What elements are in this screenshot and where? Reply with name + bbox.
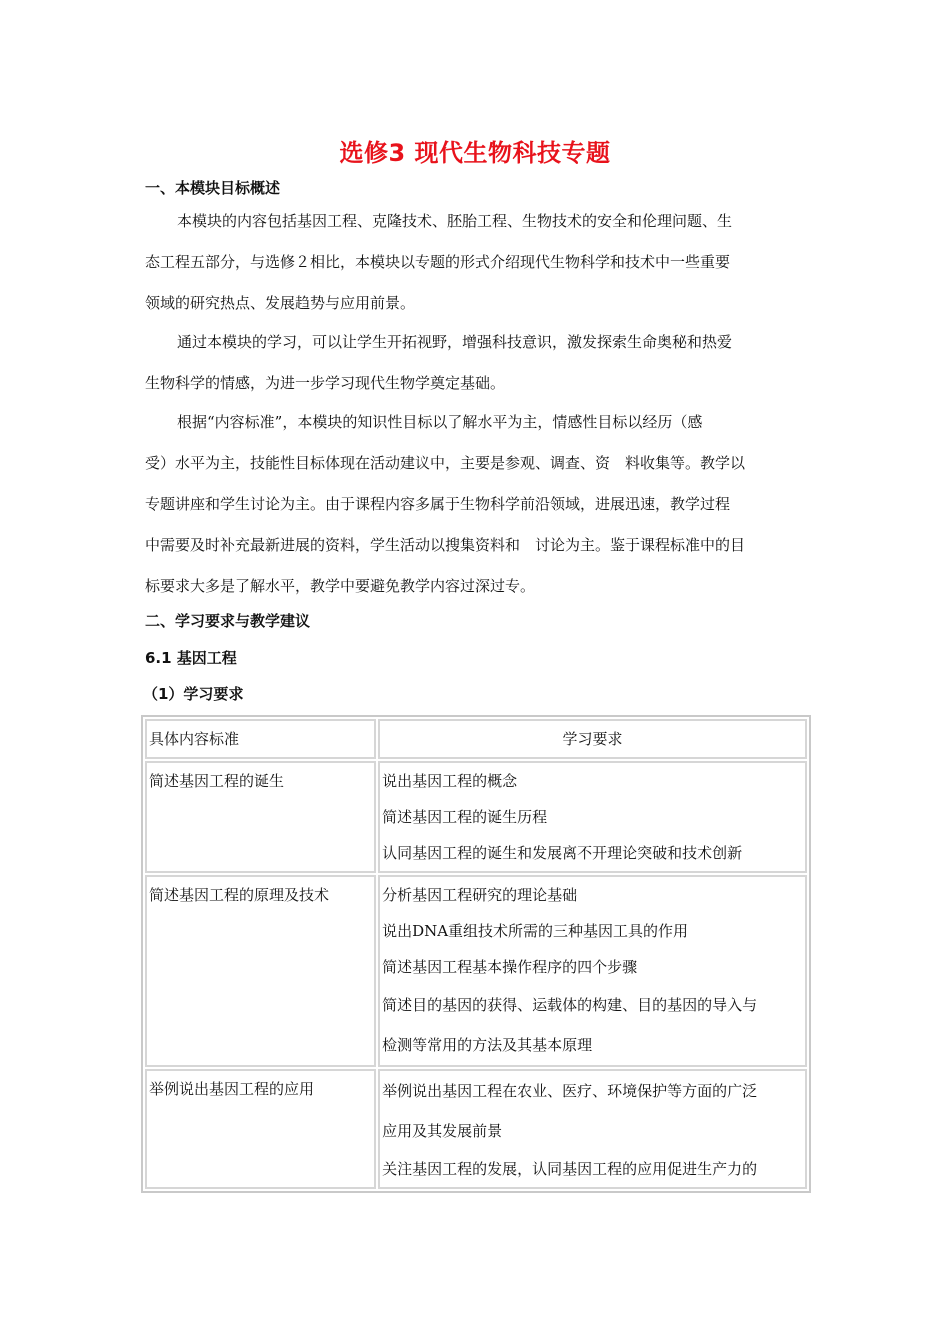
table-cell-standard [145,1069,376,1189]
cell-text: 简述基因工程的诞生 [149,772,285,790]
cell-text: 简述基因工程基本操作程序的四个步骤 [382,958,638,976]
section-heading-requirements: 二、学习要求与教学建议 [145,612,311,630]
table-cell-requirements [378,761,807,873]
table-header-standard [145,719,376,759]
cell-text: 检测等常用的方法及其基本原理 [382,1036,593,1054]
table-row [145,875,807,1067]
cell-text: 关注基因工程的发展，认同基因工程的应用促进生产力的 [382,1160,758,1178]
subsection-heading-gene-engineering: 6.1 基因工程 [145,649,237,667]
table-row [145,1069,807,1189]
cell-text: 说出基因工程的概念 [382,772,518,790]
section-heading-overview: 一、本模块目标概述 [145,179,281,197]
header-label: 学习要求 [562,730,623,748]
paragraph-line: 领域的研究热点、发展趋势与应用前景。 [145,294,416,312]
table-row [145,761,807,873]
table-cell-standard [145,875,376,1067]
paragraph-line: 生物科学的情感，为进一步学习现代生物学奠定基础。 [145,374,506,392]
paragraph-line: 通过本模块的学习，可以让学生开拓视野，增强科技意识，激发探索生命奥秘和热爱 [177,333,733,351]
paragraph-module-content [145,201,807,324]
table-header-row [145,719,807,759]
table-cell-requirements [378,875,807,1067]
table-cell-standard [145,761,376,873]
cell-text: 认同基因工程的诞生和发展离不开理论突破和技术创新 [382,844,743,862]
paragraph-line: 根据“内容标准”，本模块的知识性目标以了解水平为主，情感性目标以经历（感 [177,413,703,431]
table-cell-requirements [378,1069,807,1189]
paragraph-content-standard [145,402,807,607]
paragraph-line: 态工程五部分，与选修２相比，本模块以专题的形式介绍现代生物科学和技术中一些重要 [145,253,731,271]
paragraph-line: 本模块的内容包括基因工程、克隆技术、胚胎工程、生物技术的安全和伦理问题、生 [177,212,733,230]
table-header-requirements [378,719,807,759]
subsubsection-heading-learning-requirements: （1）学习要求 [143,685,244,703]
document-title: 选修3 现代生物科技专题 [339,139,611,167]
header-label: 具体内容标准 [149,730,240,748]
cell-text: 应用及其发展前景 [382,1122,503,1140]
cell-text: 举例说出基因工程的应用 [149,1080,315,1098]
requirements-table [141,715,811,1193]
cell-text: 说出DNA重组技术所需的三种基因工具的作用 [382,922,689,940]
paragraph-line: 中需要及时补充最新进展的资料，学生活动以搜集资料和 讨论为主。鉴于课程标准中的目 [145,536,746,554]
paragraph-line: 专题讲座和学生讨论为主。由于课程内容多属于生物科学前沿领域，进展迅速，教学过程 [145,495,731,513]
paragraph-line: 受）水平为主，技能性目标体现在活动建议中，主要是参观、调查、资 料收集等。教学以 [145,454,746,472]
cell-text: 简述基因工程的原理及技术 [149,886,330,904]
cell-text: 简述基因工程的诞生历程 [382,808,548,826]
cell-text: 举例说出基因工程在农业、医疗、环境保护等方面的广泛 [382,1082,758,1100]
cell-text: 简述目的基因的获得、运载体的构建、目的基因的导入与 [382,996,758,1014]
cell-text: 分析基因工程研究的理论基础 [382,886,578,904]
paragraph-line: 标要求大多是了解水平，教学中要避免教学内容过深过专。 [145,577,536,595]
paragraph-learning-benefit [145,322,807,404]
